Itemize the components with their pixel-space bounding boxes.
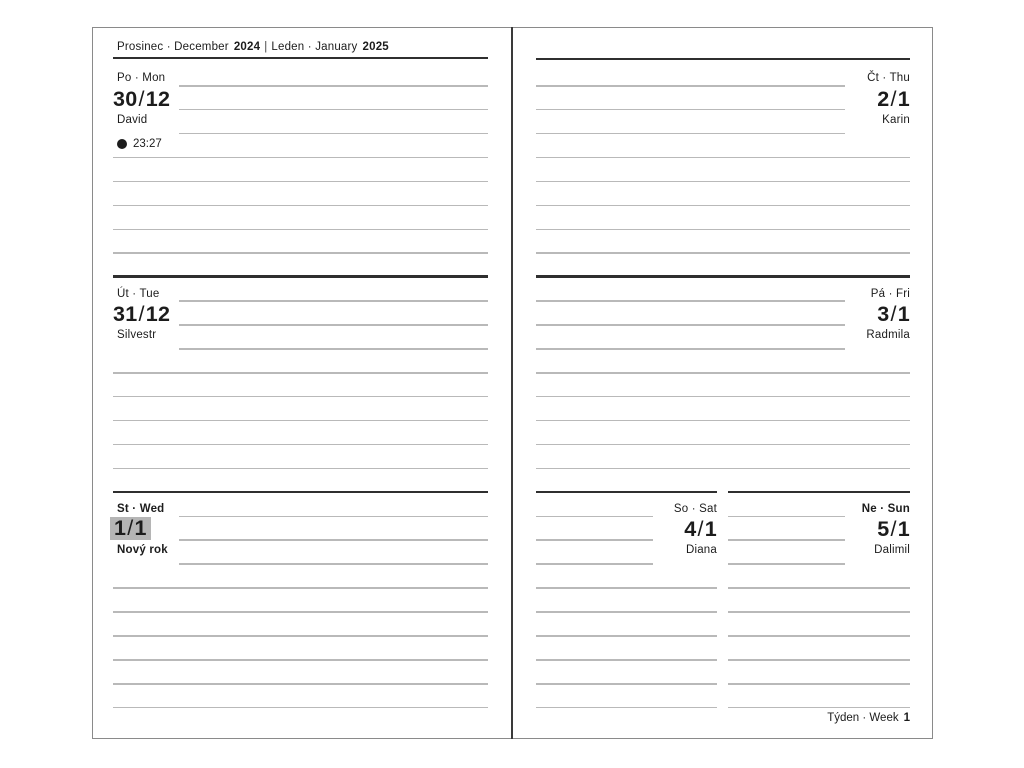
month-header [117,41,389,53]
sunday-label: Ne · Sun [861,502,910,515]
thursday-name: Karin [882,113,910,126]
rule-line [179,348,488,350]
rule-line [728,563,845,565]
rule-line [536,707,717,709]
rule-line [113,635,488,637]
rule-line [536,133,845,135]
day-divider-line [113,57,488,60]
year-right: 2025 [362,41,389,53]
rule-line [113,587,488,589]
saturday-date: 4/1 [684,517,717,541]
rule-line [113,420,488,422]
rule-line [536,252,910,254]
rule-line [728,659,910,661]
thursday-label: Čt · Thu [867,72,910,84]
rule-line [179,300,488,302]
day-divider-line [728,491,910,494]
rule-line [536,157,910,159]
rule-line [179,539,488,541]
month-header-right: Leden · January [271,41,358,53]
rule-line [536,539,653,541]
tuesday-date: 31/12 [113,302,171,326]
monday-moon-row [117,138,162,150]
sunday-name: Dalimil [874,543,910,556]
rule-line [536,659,717,661]
page-gutter [511,27,513,739]
saturday-label: So · Sat [673,502,717,515]
friday-label: Pá · Fri [870,287,910,300]
rule-line [536,516,653,518]
tuesday-name: Silvestr [117,328,157,341]
rule-line [536,85,845,87]
rule-line [113,205,488,207]
rule-line [113,611,488,613]
rule-line [536,635,717,637]
rule-line [728,516,845,518]
rule-line [536,300,845,302]
rule-line [536,372,910,374]
rule-line [113,229,488,231]
wednesday-name: Nový rok [117,543,168,556]
friday-name: Radmila [866,328,910,341]
month-header-left: Prosinec · December [117,41,229,53]
day-divider-line [536,58,910,61]
rule-line [113,707,488,709]
sunday-date: 5/1 [877,517,910,541]
week-number: 1 [903,712,910,724]
rule-line [728,683,910,685]
rule-line [728,635,910,637]
rule-line [536,229,910,231]
rule-line [113,181,488,183]
wednesday-label: St · Wed [117,502,165,515]
wednesday-date: 1/1 [110,517,151,540]
moon-time: 23:27 [133,137,162,150]
rule-line [728,611,910,613]
rule-line [179,85,488,87]
rule-line [536,611,717,613]
rule-line [536,420,910,422]
rule-line [179,516,488,518]
rule-line [536,587,717,589]
tuesday-label: Út · Tue [117,287,160,300]
rule-line [113,396,488,398]
saturday-name: Diana [685,543,717,556]
rule-line [728,587,910,589]
day-divider-line [536,491,717,494]
rule-line [536,563,653,565]
header-divider: | [264,41,268,53]
rule-line [536,324,845,326]
rule-line [536,205,910,207]
rule-line [179,109,488,111]
rule-line [536,109,845,111]
monday-date: 30/12 [113,86,171,111]
thursday-date: 2/1 [877,86,910,111]
rule-line [728,539,845,541]
wednesday-date-highlight [110,517,151,540]
week-footer [827,712,910,724]
rule-line [113,252,488,254]
rule-line [113,683,488,685]
day-divider-line [113,491,488,494]
rule-line [536,396,910,398]
friday-date: 3/1 [877,302,910,326]
year-left: 2024 [233,41,261,53]
rule-line [728,707,910,709]
day-divider-line [113,275,488,278]
rule-line [113,659,488,661]
day-divider-line [536,275,910,278]
rule-line [536,181,910,183]
rule-line [179,563,488,565]
rule-line [113,372,488,374]
monday-label: Po · Mon [117,72,166,84]
rule-line [536,468,910,470]
rule-line [536,348,845,350]
rule-line [179,324,488,326]
rule-line [113,468,488,470]
new-moon-icon [117,139,127,149]
rule-line [179,133,488,135]
rule-line [113,444,488,446]
monday-name: David [117,113,148,126]
rule-line [536,683,717,685]
rule-line [536,444,910,446]
rule-line [113,157,488,159]
week-footer-label: Týden · Week [827,712,899,724]
